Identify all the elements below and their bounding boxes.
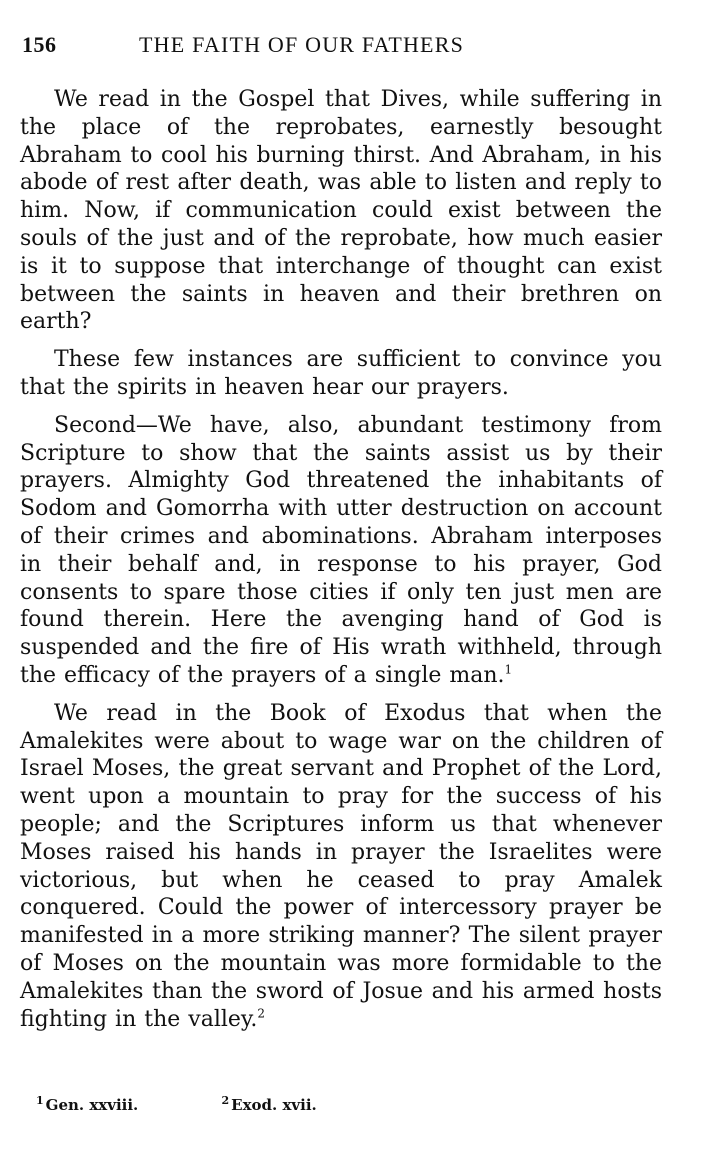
page-header <box>22 32 672 60</box>
footnote-reference: 2 <box>257 1006 266 1021</box>
footnote-mark: 2 <box>221 1094 230 1107</box>
paragraph-dives <box>20 86 662 336</box>
footnotes <box>36 1096 317 1114</box>
paragraph-text: Second—We have, also, abundant testimony from Scripture to show that the saints assist us by their prayers. Almighty God threatened the inhabitants of Sodom and Gomorrha with utter destruction on account of their crimes and abominations. Abraham interposes in their behalf and, in response to his prayer, God consents to spare those cities if only ten just men are found therein. Here the avenging hand of God is suspended and the fire of His wrath withheld, through the efficacy of the prayers of a single man. <box>20 412 662 688</box>
body-text <box>20 86 662 1043</box>
footnote-text: Gen. xxviii. <box>45 1096 139 1114</box>
footnote-mark: 1 <box>36 1094 44 1107</box>
running-title: THE FAITH OF OUR FATHERS <box>139 32 465 57</box>
footnote-text: Exod. xvii. <box>231 1096 317 1114</box>
footnote-item <box>36 1096 138 1114</box>
paragraph-text: We read in the Book of Exodus that when the Amalekites were about to wage war on the children of Israel Moses, the great servant and Prophet of the Lord, went upon a mountain to pray for the success of his people; and the Scriptures inform us that whenever Moses raised his hands in prayer the Israelites were victorious, but when he ceased to pray Amalek conquered. Could the power of intercessory prayer be manifested in a more striking manner? The silent prayer of Moses on the mountain was more formidable to the Amalekites than the sword of Josue and his armed hosts fighting in the valley. <box>20 700 662 1032</box>
footnote-item <box>222 1096 317 1114</box>
page-number: 156 <box>22 32 57 57</box>
paragraph-text: These few instances are sufficient to convince you that the spirits in heaven hear our prayers. <box>20 347 662 400</box>
paragraph-second-testimony <box>20 412 662 690</box>
paragraph-text: We read in the Gospel that Dives, while suffering in the place of the reprobates, earnestly besought Abraham to cool his burning thirst. And Abraham, in his abode of rest after death, was able to listen and reply to him. Now, if communication could exist between the souls of the just and of the reprobate, how much easier is it to suppose that interchange of thought can exist between the saints in heaven and their brethren on earth? <box>20 87 662 335</box>
paragraph-instances <box>20 346 662 402</box>
footnote-reference: 1 <box>504 662 513 677</box>
paragraph-exodus <box>20 700 662 1034</box>
